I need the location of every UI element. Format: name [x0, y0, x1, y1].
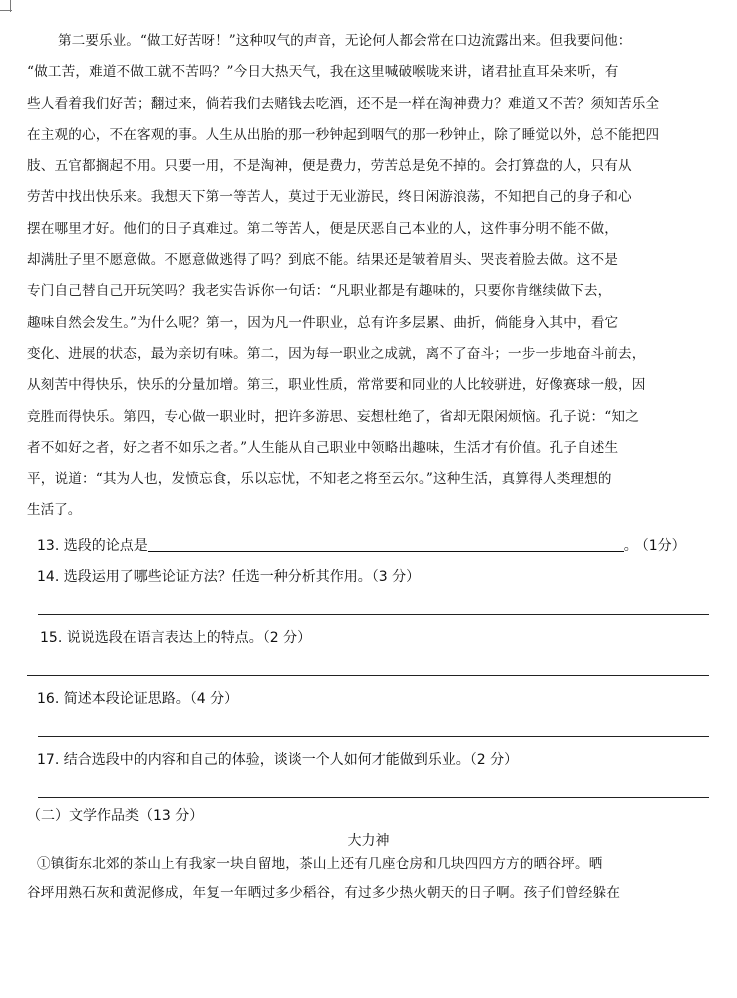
passage-line: 生活了。 — [27, 502, 82, 519]
passage-line: 者不如好之者，好之者不如乐之者。”人生能从自己职业中领略出趣味，生活才有价值。孔子自述生 — [27, 439, 619, 456]
question-15-answer-line[interactable] — [27, 675, 709, 676]
passage-line: 变化、进展的状态，最为亲切有味。第二，因为每一职业之成就，离不了奋斗；一步一步地奋斗前去， — [27, 345, 646, 362]
question-13-text: 13. 选段的论点是 — [37, 538, 148, 554]
passage-line: 在主观的心，不在客观的事。人生从出胎的那一秒钟起到咽气的那一秒钟止，除了睡觉以外，总不能把四 — [27, 126, 660, 143]
passage-line: 竞胜而得快乐。第四，专心做一职业时，把许多游思、妄想杜绝了，省却无限闲烦恼。孔子说：“知之 — [27, 408, 639, 425]
passage-line: “做工苦，难道不做工就不苦吗？”今日大热天气，我在这里喊破喉咙来讲，诸君扯直耳朵来听，有 — [27, 64, 619, 81]
question-14-answer-line[interactable] — [38, 614, 709, 615]
question-13-answer-blank[interactable] — [148, 537, 624, 552]
question-16: 16. 简述本段论证思路。（4 分） — [37, 691, 239, 707]
question-17-answer-line[interactable] — [38, 797, 709, 798]
passage-line: 平，说道：“其为人也，发愤忘食，乐以忘忧，不知老之将至云尔。”这种生活，真算得人类理想的 — [27, 471, 612, 488]
story-line: 谷坪用熟石灰和黄泥修成，年复一年晒过多少稻谷，有过多少热火朝天的日子啊。孩子们曾经躲在 — [27, 885, 621, 901]
reading-passage — [27, 26, 715, 527]
question-17: 17. 结合选段中的内容和自己的体验，谈谈一个人如何才能做到乐业。（2 分） — [37, 752, 519, 768]
passage-line: 专门自己替自己开玩笑吗？我老实告诉你一句话：“凡职业都是有趣味的，只要你肯继续做下去， — [27, 283, 612, 300]
section-title: （二）文学作品类（13 分） — [27, 808, 204, 824]
question-15: 15. 说说选段在语言表达上的特点。（2 分） — [40, 630, 312, 646]
page-corner-mark — [0, 0, 12, 12]
question-13-period: 。 — [623, 538, 638, 554]
question-13 — [37, 535, 686, 555]
passage-line: 劳苦中找出快乐来。我想天下第一等苦人，莫过于无业游民，终日闲游浪荡，不知把自己的身子和心 — [27, 189, 632, 206]
question-16-answer-line[interactable] — [38, 736, 709, 737]
passage-line: 趣味自然会发生。”为什么呢？第一，因为凡一件职业，总有许多层累、曲折，倘能身入其中，看它 — [27, 314, 619, 331]
passage-line: 从刻苦中得快乐，快乐的分量加增。第三，职业性质，常常要和同业的人比较骈进，好像赛球一般，因 — [27, 377, 646, 394]
story-title: 大力神 — [347, 833, 390, 849]
story-line: ①镇街东北郊的茶山上有我家一块自留地，茶山上还有几座仓房和几块四四方方的晒谷坪。晒 — [37, 856, 603, 872]
question-14: 14. 选段运用了哪些论证方法？任选一种分析其作用。（3 分） — [37, 569, 421, 585]
passage-line: 些人看着我们好苦；翻过来，倘若我们去赌钱去吃酒，还不是一样在淘神费力？难道又不苦？须知苦乐全 — [27, 95, 660, 112]
passage-line: 第二要乐业。“做工好苦呀！”这种叹气的声音，无论何人都会常在口边流露出来。但我要问他： — [58, 33, 632, 49]
passage-line: 肢、五官都搁起不用。只要一用，不是淘神，便是费力，劳苦总是免不掉的。会打算盘的人，只有从 — [27, 158, 632, 175]
question-13-score: （1分） — [641, 538, 686, 554]
story-passage — [27, 850, 715, 908]
passage-line: 却满肚子里不愿意做。不愿意做逃得了吗？到底不能。结果还是皱着眉头、哭丧着脸去做。这不是 — [27, 252, 618, 269]
passage-line: 摆在哪里才好。他们的日子真难过。第二等苦人，便是厌恶自己本业的人，这件事分明不能不做， — [27, 220, 618, 237]
